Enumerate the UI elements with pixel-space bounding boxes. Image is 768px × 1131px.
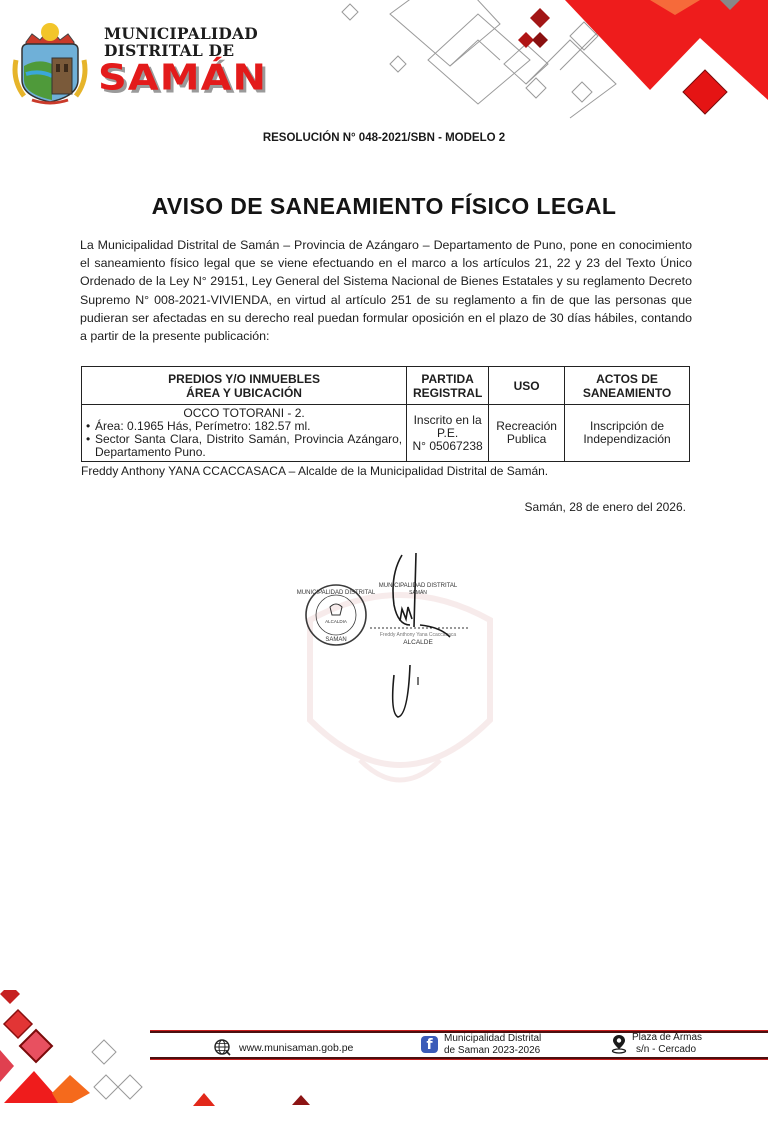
- svg-text:SAMÁN: SAMÁN: [409, 590, 427, 596]
- svg-text:ALCALDIA: ALCALDIA: [325, 619, 347, 624]
- predio-area: • Área: 0.1965 Hás, Perímetro: 182.57 ml.: [86, 420, 402, 433]
- facebook-icon: f: [421, 1036, 438, 1053]
- uso-line1: Recreación: [496, 419, 557, 433]
- header-decoration: [320, 0, 768, 120]
- uso-line2: Publica: [506, 432, 547, 446]
- partida-number: N° 05067238: [412, 438, 483, 453]
- map-pin-icon: [611, 1034, 627, 1054]
- predio-details: [86, 420, 402, 459]
- svg-text:Freddy Anthony Yana Ccaccasaca: Freddy Anthony Yana Ccaccasaca: [379, 632, 457, 638]
- cell-partida: [407, 405, 489, 462]
- actos-line2: Independización: [583, 432, 671, 446]
- header-partida: [407, 367, 489, 405]
- table-header-row: [82, 367, 690, 405]
- header-partida-line2: REGISTRAL: [412, 385, 483, 400]
- municipality-logo: [12, 14, 302, 106]
- header-predios-line2: ÁREA Y UBICACIÓN: [186, 385, 302, 400]
- svg-text:SAMAN: SAMAN: [325, 637, 347, 643]
- document-date: Samán, 28 de enero del 2026.: [524, 500, 686, 514]
- actos-line1: Inscripción de: [590, 419, 665, 433]
- address-line1: Plaza de Armas: [632, 1032, 703, 1043]
- predio-name: OCCO TOTORANI - 2.: [183, 406, 305, 420]
- partida-line2: P.E.: [437, 425, 459, 440]
- page-title: AVISO DE SANEAMIENTO FÍSICO LEGAL: [151, 193, 617, 219]
- signature-and-seal: [290, 545, 500, 725]
- coat-of-arms-icon: [12, 14, 88, 106]
- cell-predio: [82, 405, 407, 462]
- footer-address: [611, 1032, 702, 1055]
- mayor-attribution: Freddy Anthony YANA CCACCASACA – Alcalde de la Municipalidad Distrital de Samán.: [81, 464, 549, 478]
- facebook-line2: de Saman 2023-2026: [444, 1044, 541, 1056]
- predio-location: • Sector Santa Clara, Distrito Samán, Provincia Azángaro, Departamento Puno.: [86, 433, 402, 459]
- header-actos: [565, 367, 690, 405]
- svg-text:ALCALDE: ALCALDE: [403, 639, 433, 646]
- footer-triangle-dark: [292, 1095, 310, 1105]
- header-actos-line2: SANEAMIENTO: [582, 385, 672, 400]
- cell-actos: [565, 405, 690, 462]
- header-predios: [82, 367, 407, 405]
- partida-line1: Inscrito en la: [413, 412, 482, 427]
- website-url[interactable]: www.munisaman.gob.pe: [239, 1041, 354, 1054]
- logo-text-name: SAMÁN: [98, 58, 268, 99]
- header-actos-line1: ACTOS DE: [596, 371, 658, 386]
- address-line2: s/n - Cercado: [636, 1043, 697, 1055]
- header-uso: USO: [489, 367, 565, 405]
- svg-text:MUNICIPALIDAD DISTRITAL: MUNICIPALIDAD DISTRITAL: [296, 590, 376, 596]
- facebook-line1: Municipalidad Distrital: [444, 1033, 542, 1044]
- resolution-number: RESOLUCIÓN N° 048-2021/SBN - MODELO 2: [262, 132, 506, 144]
- footer-facebook[interactable]: [421, 1033, 541, 1056]
- cell-uso: [489, 405, 565, 462]
- table-row: [82, 405, 690, 462]
- footer-triangle-red: [193, 1093, 215, 1106]
- footer-rule-bottom: [150, 1057, 768, 1060]
- intro-paragraph: La Municipalidad Distrital de Samán – Provincia de Azángaro – Departamento de Puno, pone en conocimiento el saneamiento físico legal que se viene efectuando en el marco a los artículos 21, 22 y 23 del Texto Único Ordenado de la Ley N° 29151, Ley General del Sistema Nacional de Bienes Estatales y su reglamento Decreto Supremo N° 008-2021-VIVIENDA, en virtud al artículo 251 de su reglamento a fin de que las personas que pudieran ser afectadas en su derecho real puedan formular oposición en el plazo de 30 días hábiles, contando a partir de la presente publicación:: [80, 238, 692, 344]
- logo-text-line1: MUNICIPALIDAD: [104, 24, 258, 43]
- svg-text:MUNICIPALIDAD DISTRITAL: MUNICIPALIDAD DISTRITAL: [378, 583, 458, 589]
- footer-website[interactable]: [214, 1039, 353, 1056]
- globe-icon: [214, 1039, 231, 1056]
- logo-text-line2: DISTRITAL DE: [104, 41, 235, 60]
- official-seal-icon: [297, 585, 376, 645]
- header-predios-line1: PREDIOS Y/O INMUEBLES: [168, 371, 320, 386]
- header-partida-line1: PARTIDA: [421, 371, 474, 386]
- properties-table: [81, 366, 690, 462]
